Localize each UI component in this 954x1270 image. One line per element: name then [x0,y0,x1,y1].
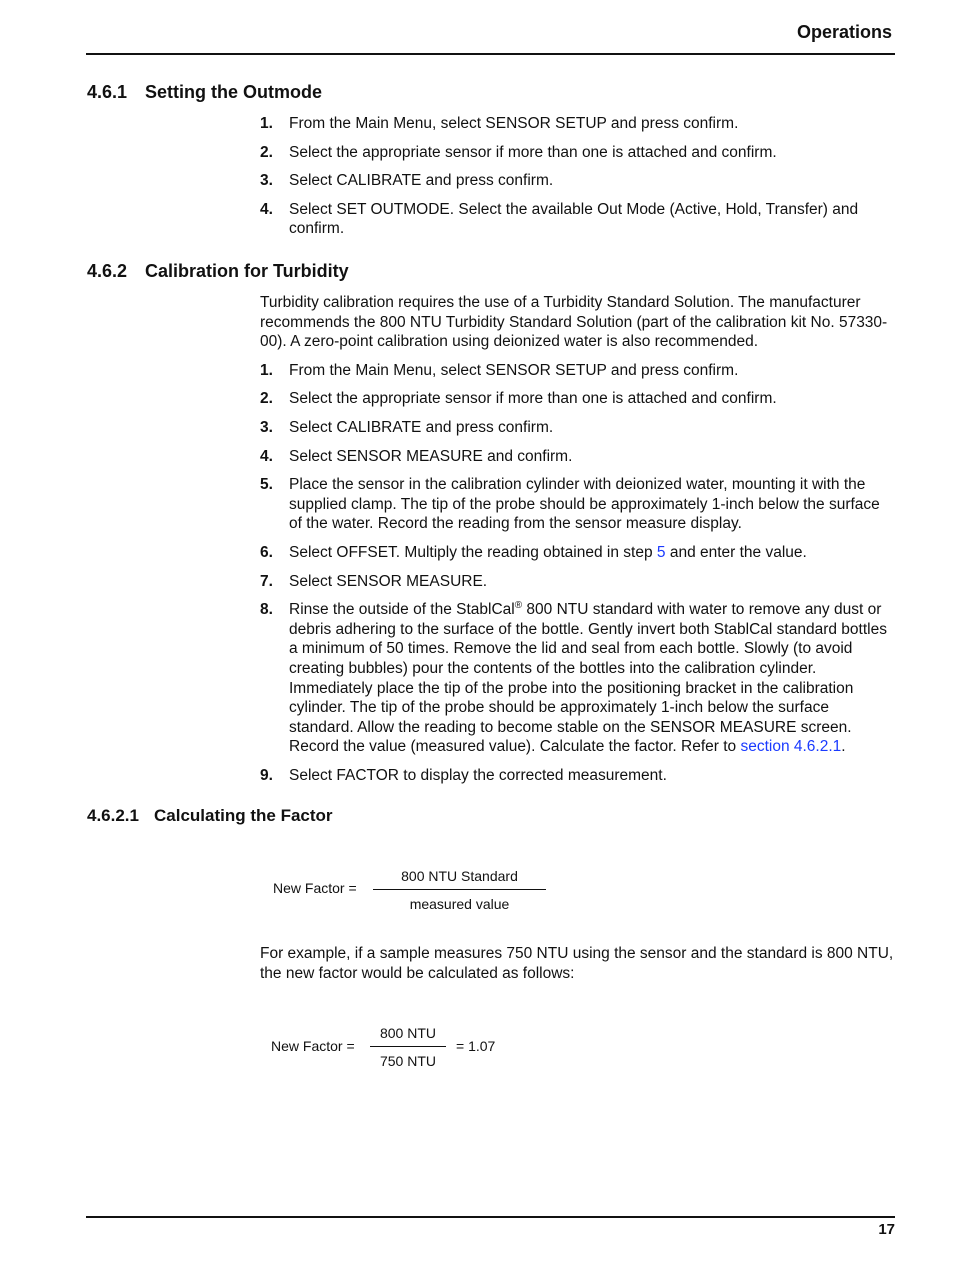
section-heading-4621 [87,806,333,826]
list-item [260,200,894,239]
step-text: Select SENSOR MEASURE. [289,572,488,590]
step-text: Select the appropriate sensor if more than one is attached and confirm. [289,143,777,161]
page-number: 17 [878,1221,895,1238]
list-item [260,143,894,163]
section-number: 4.6.2 [87,261,128,281]
list-item [260,447,894,467]
step-text: 800 NTU standard with water to remove any dust or debris adhering to the surface of the bottle. Gently invert both StablCal standard bottles a minimum of 50 times. Remove the lid and seal from each bottle. Slowly (to avoid creating bubbles) pour the contents of the bottles into the calibration cylinder. Immediately place the tip of the probe into the positioning bracket in the calibration cylinder. The tip of the probe should be approximately 1-inch below the surface standard. Allow the reading to become stable on the SENSOR MEASURE screen. Record the value (measured value). Calculate the factor. Refer to [289,601,887,756]
step-number: 3. [260,172,273,190]
step-number: 7. [260,572,273,590]
page-header-title: Operations [796,22,892,42]
step-number: 3. [260,418,273,436]
step-number: 1. [260,115,273,132]
list-item [260,766,894,786]
step-text: Place the sensor in the calibration cylinder with deionized water, mounting it with the supplied clamp. The tip of the probe should be approximately 1-inch below the surface of the water. Record the reading from the sensor measure display. [289,476,880,533]
step-text: Rinse the outside of the StablCal [289,601,515,619]
step-text: Select FACTOR to display the corrected measurement. [289,766,667,784]
header-rule [86,53,895,55]
step-text: Select the appropriate sensor if more than one is attached and confirm. [289,390,777,408]
section-title: Calibration for Turbidity [145,261,349,281]
formula-lhs: New Factor = [273,880,357,896]
list-item [260,572,894,592]
section-link[interactable]: section 4.6.2.1 [740,738,842,756]
footer-rule [86,1216,895,1218]
step-text: . [841,738,846,756]
step-number: 2. [260,143,273,161]
formula-denominator: 750 NTU [379,1053,437,1069]
formula-result: = 1.07 [456,1038,496,1054]
step-text: Select CALIBRATE and press confirm. [289,172,554,190]
step-number: 8. [260,601,273,619]
section-461-steps [260,114,894,248]
step-number: 2. [260,390,273,408]
step-text: From the Main Menu, select SENSOR SETUP and press confirm. [289,115,739,132]
step-number: 5. [260,476,273,494]
step-text: Select SET OUTMODE. Select the available Out Mode (Active, Hold, Transfer) and confirm. [289,200,859,238]
step-link[interactable]: 5 [656,543,666,561]
formula-denominator: measured value [409,896,510,912]
list-item [260,475,894,534]
section-heading-462 [87,261,349,282]
formula-lhs: New Factor = [271,1038,355,1054]
formula-fraction [370,1025,446,1069]
list-item [260,171,894,191]
list-item [260,114,894,134]
formula-numerator: 800 NTU [379,1025,437,1041]
step-number: 4. [260,447,273,465]
step-text: Select CALIBRATE and press confirm. [289,418,554,436]
section-title: Setting the Outmode [145,82,322,102]
example-paragraph-block [260,944,894,992]
step-number: 1. [260,361,273,379]
formula-numerator: 800 NTU Standard [401,868,518,884]
list-item [260,418,894,438]
step-text: From the Main Menu, select SENSOR SETUP and press confirm. [289,361,739,379]
step-text: Select OFFSET. Multiply the reading obtained in step [289,543,657,561]
section-462-body [260,293,894,794]
step-number: 6. [260,543,273,561]
step-text: and enter the value. [665,543,807,561]
formula-fraction [373,868,546,912]
step-number: 4. [260,200,273,218]
intro-paragraph: Turbidity calibration requires the use of a Turbidity Standard Solution. The manufacturer recommends the 800 NTU Turbidity Standard Solution (part of the calibration kit No. 57330-00). A zero-point calibration using deionized water is also recommended. [260,294,888,351]
list-item [260,361,894,381]
example-paragraph: For example, if a sample measures 750 NTU using the sensor and the standard is 800 NTU, the new factor would be calculated as follows: [260,945,894,982]
step-text: Select SENSOR MEASURE and confirm. [289,447,573,465]
section-number: 4.6.1 [87,82,128,102]
step-number: 9. [260,766,273,784]
section-heading-461 [87,82,322,103]
list-item [260,389,894,409]
section-number: 4.6.2.1 [87,806,139,825]
section-title: Calculating the Factor [154,806,333,825]
list-item [260,600,894,757]
list-item [260,543,894,563]
registered-mark: ® [514,600,523,612]
